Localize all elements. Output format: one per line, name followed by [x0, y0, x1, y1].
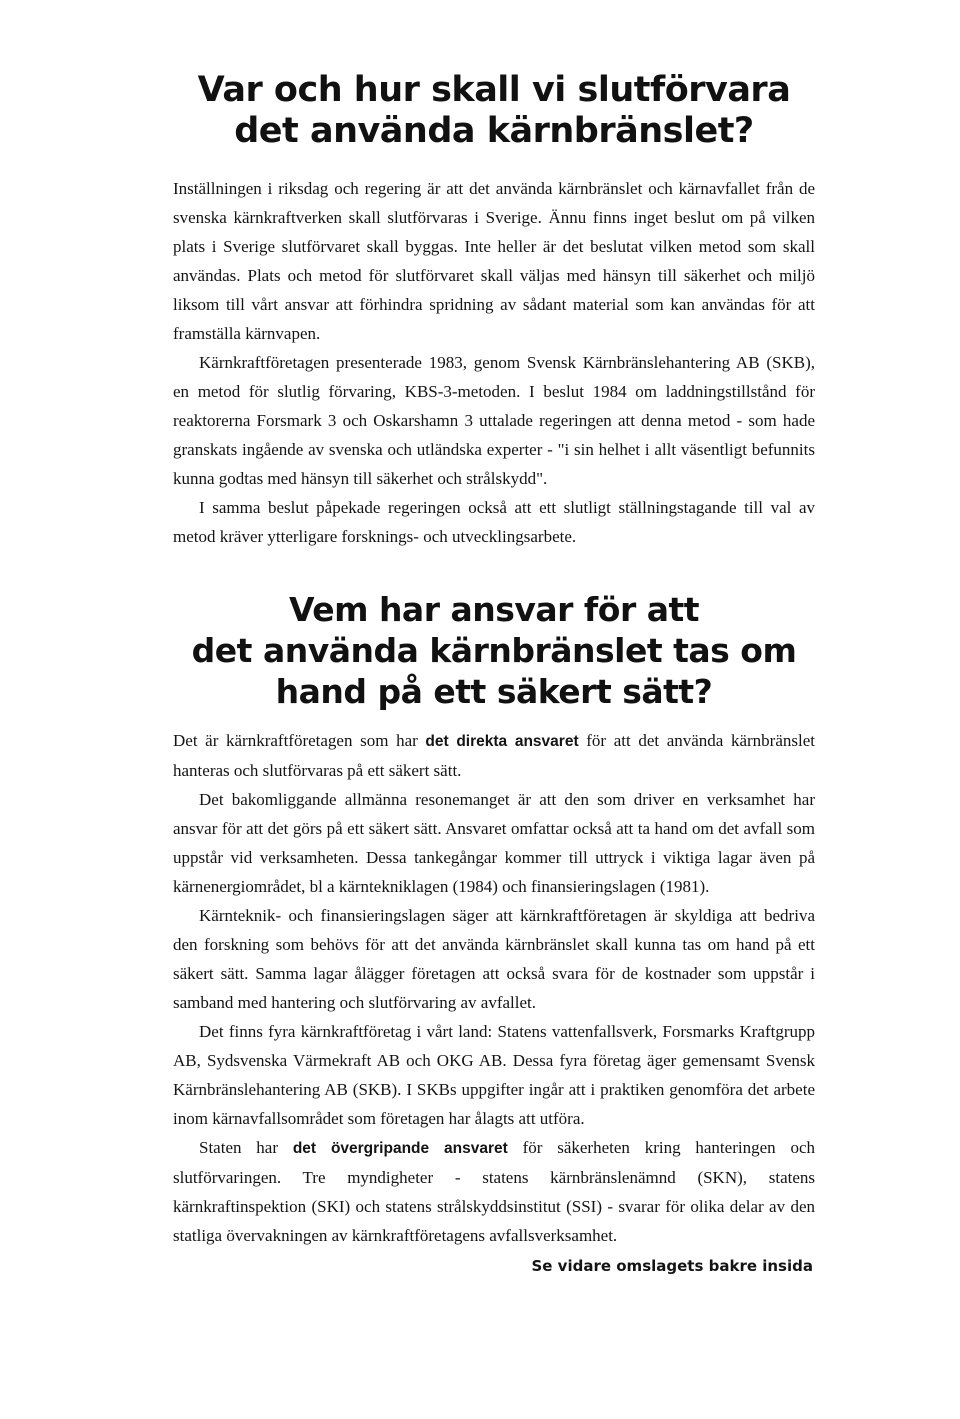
emphasis-overall-responsibility: det övergripande ansvaret [292, 1140, 508, 1157]
paragraph: I samma beslut påpekade regeringen också att ett slutligt ställningstagande till val av metod kräver ytterligare forsknings- och utvecklingsarbete. [173, 498, 815, 546]
heading-responsibility-line-1: Vem har ansvar för att [288, 590, 700, 629]
paragraph-direct-responsibility [173, 726, 815, 785]
heading-responsibility-line-2: det använda kärnbränslet tas om [191, 631, 797, 670]
section-responsibility [173, 726, 815, 1250]
heading-final-storage-line-2: det använda kärnbränslet? [234, 111, 754, 151]
heading-final-storage-line-1: Var och hur skall vi slutförvara [197, 70, 791, 110]
document-page [173, 70, 815, 1278]
heading-final-storage [173, 70, 815, 152]
section-final-storage [173, 174, 815, 551]
heading-responsibility-line-3: hand på ett säkert sätt? [275, 672, 713, 711]
paragraph-overall-responsibility [173, 1133, 815, 1250]
paragraph: Inställningen i riksdag och regering är att det använda kärnbränslet och kärnavfallet från de svenska kärnkraftverken skall slutförvaras i Sverige. Ännu finns inget beslut om på vilken plats i Sverige slutförvaret skall byggas. Inte heller är det beslutat vilken metod som skall användas. Plats och metod för slutförvaret skall väljas med hänsyn till säkerhet och miljö liksom till vårt ansvar att förhindra spridning av sådant material som kan användas för att framställa kärnvapen. [173, 179, 815, 343]
paragraph: Kärnteknik- och finansieringslagen säger att kärnkraftföretagen är skyldiga att bedriva den forskning som behövs för att det använda kärnbränslet skall kunna tas om hand på ett säkert sätt. Samma lagar ålägger företagen att också svara för de kostnader som uppstår i samband med hantering och slutförvaring av avfallet. [173, 906, 815, 1012]
text: Staten har [199, 1138, 293, 1157]
text: för säkerheten kring hanteringen och slutförvaringen. Tre myndigheter - statens kärnbränslenämnd (SKN), statens kärnkraftinspektion (SKI) och statens strålskyddsinstitut (SSI) - svarar för olika delar av den statliga övervakningen av kärnkraftföretagens avfallsverksamhet. [173, 1138, 815, 1245]
heading-responsibility [173, 589, 815, 712]
paragraph: Det finns fyra kärnkraftföretag i vårt land: Statens vattenfallsverk, Forsmarks Kraftgrupp AB, Sydsvenska Värmekraft AB och OKG AB. Dessa fyra företag äger gemensamt Svensk Kärnbränslehantering AB (SKB). I SKBs uppgifter ingår att i praktiken genomföra det arbete inom kärnavfallsområdet som företagen har ålagts att utföra. [173, 1022, 815, 1128]
emphasis-direct-responsibility: det direkta ansvaret [425, 733, 579, 750]
text: Det är kärnkraftföretagen som har [173, 731, 426, 750]
footer-note: Se vidare omslagets bakre insida [531, 1257, 813, 1275]
text: för att det använda kärnbränslet hanteras och slutförvaras på ett säkert sätt. [173, 731, 815, 780]
paragraph: Kärnkraftföretagen presenterade 1983, genom Svensk Kärnbränslehantering AB (SKB), en metod för slutlig förvaring, KBS-3-metoden. I beslut 1984 om laddningstillstånd för reaktorerna Forsmark 3 och Oskarshamn 3 uttalade regeringen att denna metod - som hade granskats ingående av svenska och utländska experter - "i sin helhet i allt väsentligt befunnits kunna godtas med hänsyn till säkerhet och strålskydd". [173, 353, 815, 488]
paragraph: Det bakomliggande allmänna resonemanget är att den som driver en verksamhet har ansvar för att det görs på ett säkert sätt. Ansvaret omfattar också att ta hand om det avfall som uppstår vid verksamheten. Dessa tankegångar kommer till uttryck i viktiga lagar även på kärnenergiområdet, bl a kärntekniklagen (1984) och finansieringslagen (1981). [173, 790, 815, 896]
